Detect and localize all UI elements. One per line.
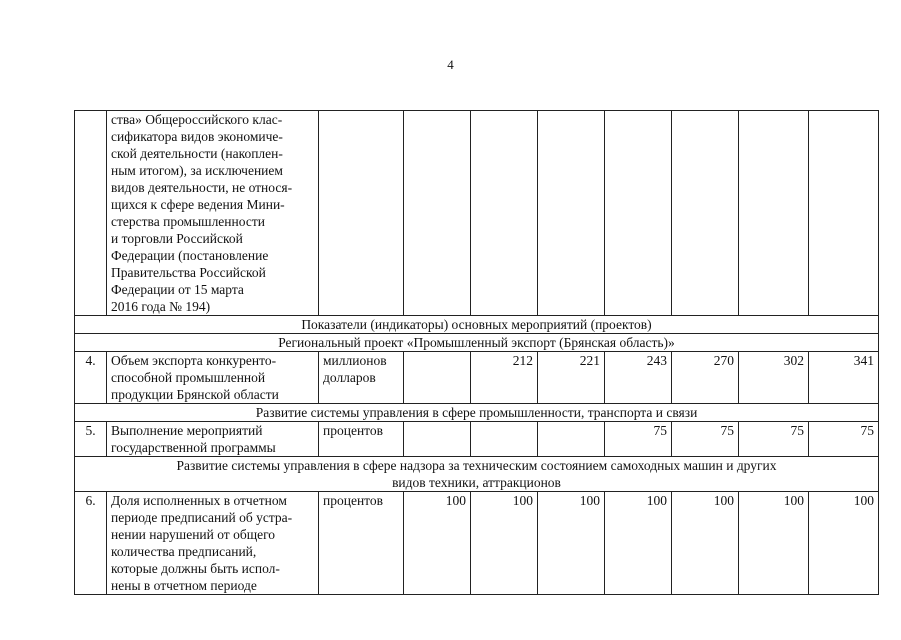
section-title-regional-project: Региональный проект «Промышленный экспорт (Брянская область)»	[75, 334, 879, 352]
cell-value	[471, 422, 538, 457]
text-line: периоде предписаний об устра-	[111, 510, 293, 525]
text-line: ным итогом), за исключением	[111, 163, 283, 178]
text-line: нены в отчетном периоде	[111, 578, 257, 593]
text-line: Федерации от 15 марта	[111, 282, 244, 297]
cell-num: 4.	[75, 352, 107, 404]
cell-value	[404, 111, 471, 316]
cell-num: 6.	[75, 492, 107, 595]
section-row	[75, 404, 879, 422]
cell-value: 302	[739, 352, 809, 404]
text-line: Доля исполненных в отчетном	[111, 493, 287, 508]
cell-indicator-name	[107, 111, 319, 316]
cell-value	[471, 111, 538, 316]
cell-indicator-name	[107, 352, 319, 404]
section-title-management-industry: Развитие системы управления в сфере промышленности, транспорта и связи	[75, 404, 879, 422]
text-line: видов техники, аттракционов	[392, 475, 561, 490]
section-row	[75, 457, 879, 492]
cell-value: 100	[605, 492, 672, 595]
text-line: государственной программы	[111, 440, 276, 455]
cell-value	[404, 422, 471, 457]
cell-value	[538, 422, 605, 457]
cell-value	[739, 111, 809, 316]
text-line: миллионов	[323, 353, 387, 368]
cell-value: 270	[672, 352, 739, 404]
text-line: ской деятельности (накоплен-	[111, 146, 283, 161]
table-row	[75, 492, 879, 595]
cell-indicator-name	[107, 422, 319, 457]
cell-value: 75	[809, 422, 879, 457]
cell-value	[404, 352, 471, 404]
text-line: 2016 года № 194)	[111, 299, 211, 314]
cell-value	[809, 111, 879, 316]
text-line: видов деятельности, не относя-	[111, 180, 293, 195]
text-line: и торговли Российской	[111, 231, 243, 246]
cell-value: 100	[404, 492, 471, 595]
cell-num: 5.	[75, 422, 107, 457]
cell-unit	[319, 492, 404, 595]
text-line: способной промышленной	[111, 370, 266, 385]
text-line: количества предписаний,	[111, 544, 257, 559]
cell-indicator-name	[107, 492, 319, 595]
text-line: процентов	[323, 423, 384, 438]
text-line: Объем экспорта конкуренто-	[111, 353, 277, 368]
cell-value: 100	[471, 492, 538, 595]
cell-value: 75	[739, 422, 809, 457]
cell-value: 100	[739, 492, 809, 595]
text-line: Выполнение мероприятий	[111, 423, 263, 438]
cell-value: 221	[538, 352, 605, 404]
cell-value: 100	[538, 492, 605, 595]
text-line: процентов	[323, 493, 384, 508]
table-row	[75, 422, 879, 457]
cell-value: 341	[809, 352, 879, 404]
cell-value: 100	[809, 492, 879, 595]
cell-value	[538, 111, 605, 316]
section-row	[75, 316, 879, 334]
cell-value: 243	[605, 352, 672, 404]
text-line: Правительства Российской	[111, 265, 266, 280]
cell-unit	[319, 422, 404, 457]
cell-num	[75, 111, 107, 316]
cell-value: 75	[672, 422, 739, 457]
cell-value: 212	[471, 352, 538, 404]
cell-value	[672, 111, 739, 316]
text-line: Развитие системы управления в сфере надзора за техническим состоянием самоходных машин и других	[176, 458, 777, 473]
text-line: стерства промышленности	[111, 214, 265, 229]
text-line: нении нарушений от общего	[111, 527, 276, 542]
text-line: долларов	[323, 370, 376, 385]
cell-value	[605, 111, 672, 316]
indicators-table	[74, 110, 879, 595]
text-line: продукции Брянской области	[111, 387, 279, 402]
section-title-main-events: Показатели (индикаторы) основных мероприятий (проектов)	[75, 316, 879, 334]
text-line: сификатора видов экономиче-	[111, 129, 283, 144]
text-line: Федерации (постановление	[111, 248, 269, 263]
table-row	[75, 352, 879, 404]
section-title-management-supervision	[75, 457, 879, 492]
table-row-continuation	[75, 111, 879, 316]
cell-unit	[319, 352, 404, 404]
cell-value: 100	[672, 492, 739, 595]
cell-unit	[319, 111, 404, 316]
text-line: которые должны быть испол-	[111, 561, 280, 576]
cell-value: 75	[605, 422, 672, 457]
text-line: щихся к сфере ведения Мини-	[111, 197, 285, 212]
page-number: 4	[447, 57, 454, 72]
section-row	[75, 334, 879, 352]
text-line: ства» Общероссийского клас-	[111, 112, 283, 127]
